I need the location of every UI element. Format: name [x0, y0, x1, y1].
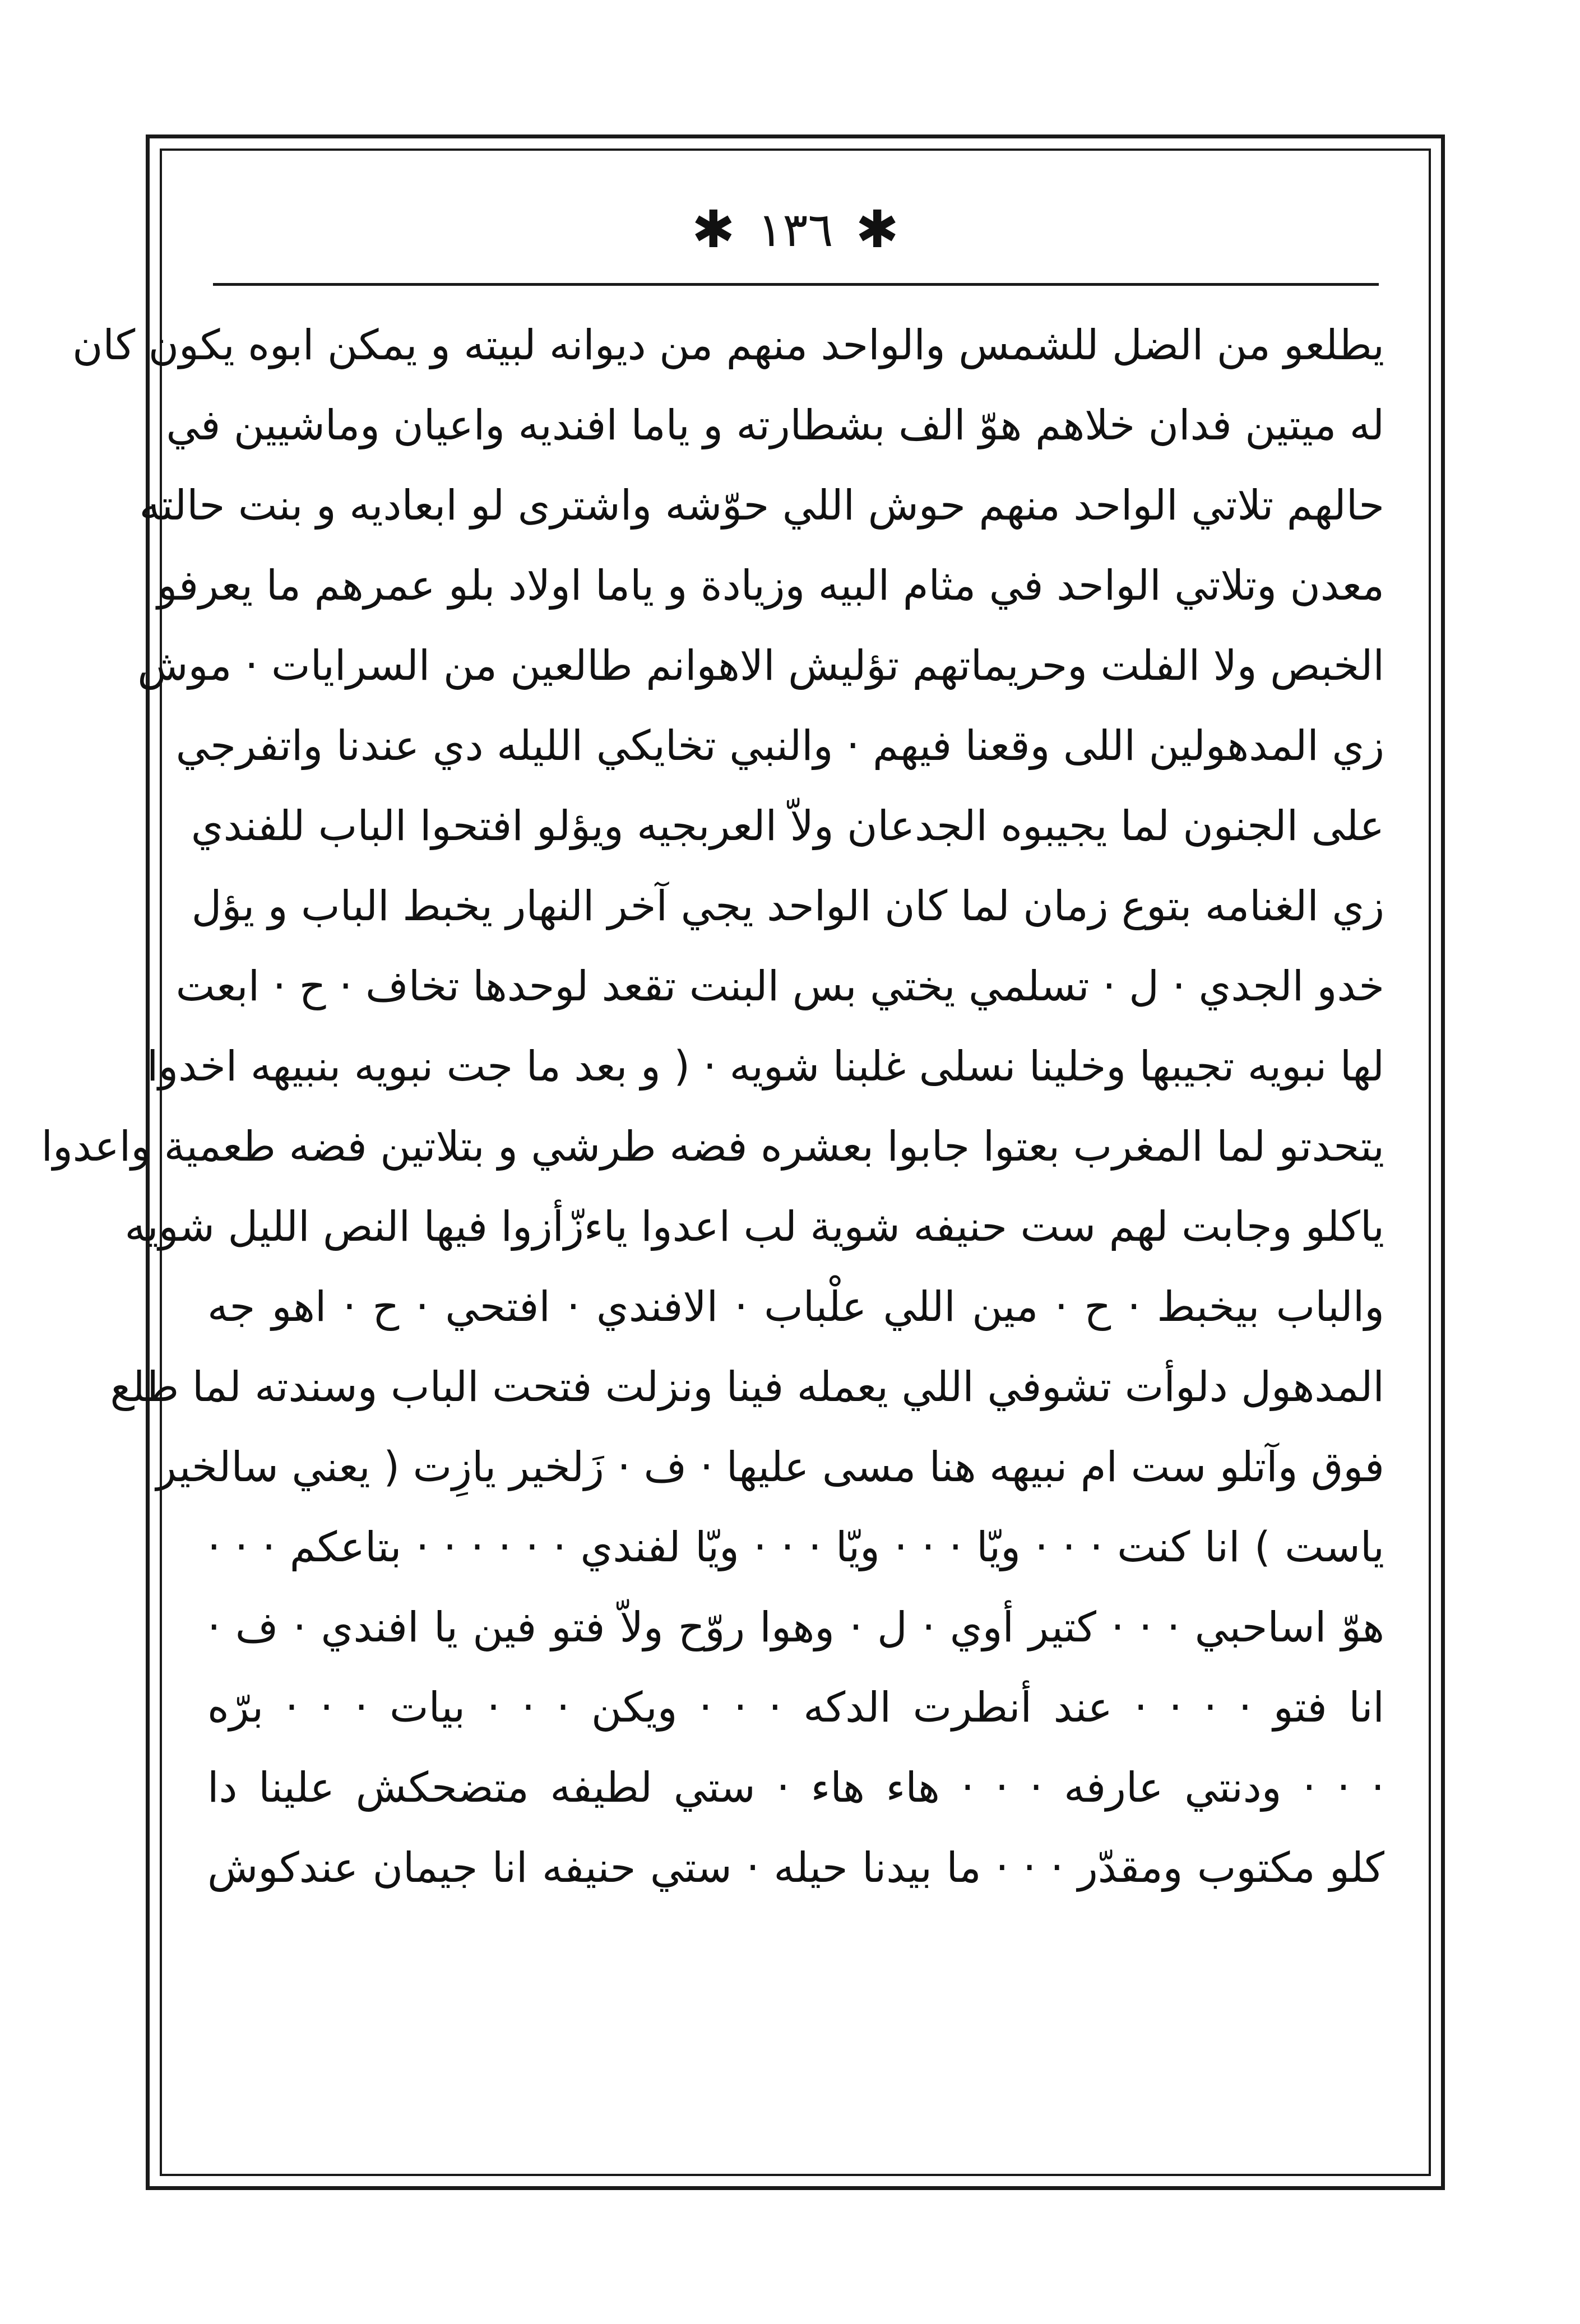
text-line: الخبص ولا الفلت وحريماتهم تؤليش الاهوانم طالعين من السرايات · موش	[137, 642, 1384, 690]
text-line: فوق وآتلو ست ام نبيهه هنا مسى عليها · ف · زَلخير يازِت ( يعني سالخير	[156, 1443, 1384, 1491]
text-line: لها نبويه تجيبها وخلينا نسلى غلبنا شويه · ( و بعد ما جت نبويه بنبيهه اخدوا	[146, 1042, 1384, 1091]
text-line: هوّ اساحبي · · · كتير أوي · ل · وهوا روّح ولاّ فتو فين يا افندي · ف ·	[207, 1603, 1384, 1652]
page-number: ١٣٦	[757, 202, 833, 257]
text-line: ياكلو وجابت لهم ست حنيفه شوية لب اعدوا ياءزّأزوا فيها النص الليل شويه	[124, 1203, 1384, 1251]
ornament-left-icon: ✱	[692, 200, 735, 259]
text-line: معدن وتلاتي الواحد في مثام البيه وزيادة و ياما اولاد بلو عمرهم ما يعرفو	[157, 562, 1384, 610]
text-line: المدهول دلوأت تشوفي اللي يعمله فينا ونزلت فتحت الباب وسندته لما طلع	[110, 1363, 1384, 1411]
text-line: ياست ) انا كنت · · · ويّا · · · ويّا · · · ويّا لفندي · · · · · · بتاعكم · · ·	[207, 1523, 1384, 1571]
text-line: كلو مكتوب ومقدّر · · · ما بيدنا حيله · ستي حنيفه انا جيمان عندكوش	[207, 1844, 1384, 1892]
text-line: والباب بيخبط · ح · مين اللي علْباب · الافندي · افتحي · ح · اهو جه	[207, 1283, 1384, 1331]
page-header	[160, 185, 1431, 275]
header-rule	[213, 283, 1379, 286]
text-line: على الجنون لما يجيبوه الجدعان ولاّ العربجيه ويؤلو افتحوا الباب للفندي	[191, 802, 1384, 850]
ornament-right-icon: ✱	[855, 200, 899, 259]
text-line: حالهم تلاتي الواحد منهم حوش اللي حوّشه واشترى لو ابعاديه و بنت حالته	[139, 481, 1384, 530]
text-line: يطلعو من الضل للشمس والواحد منهم من ديوانه لبيته و يمكن ابوه يكون كان	[72, 321, 1384, 369]
text-line: زي المدهولين اللى وقعنا فيهم · والنبي تخايكي الليله دي عندنا واتفرجي	[175, 722, 1384, 770]
text-line: · · · ودنتي عارفه · · · هاء هاء · ستي لطيفه متضحكش علينا دا	[207, 1764, 1384, 1812]
text-line: له ميتين فدان خلاهم هوّ الف بشطارته و ياما افنديه واعيان وماشيين في	[166, 401, 1384, 449]
text-line: زي الغنامه بتوع زمان لما كان الواحد يجي آخر النهار يخبط الباب و يؤل	[191, 882, 1384, 930]
text-line: يتحدتو لما المغرب بعتوا جابوا بعشره فضه طرشي و بتلاتين فضه طعمية واعدوا	[41, 1122, 1384, 1171]
text-line: خدو الجدي · ل · تسلمي يختي بس البنت تقعد لوحدها تخاف · ح · ابعت	[175, 962, 1384, 1010]
body-text	[41, 305, 1384, 1908]
text-line: انا فتو · · · · عند أنطرت الدكه · · · ويكن · · · بيات · · · برّه	[207, 1683, 1384, 1732]
